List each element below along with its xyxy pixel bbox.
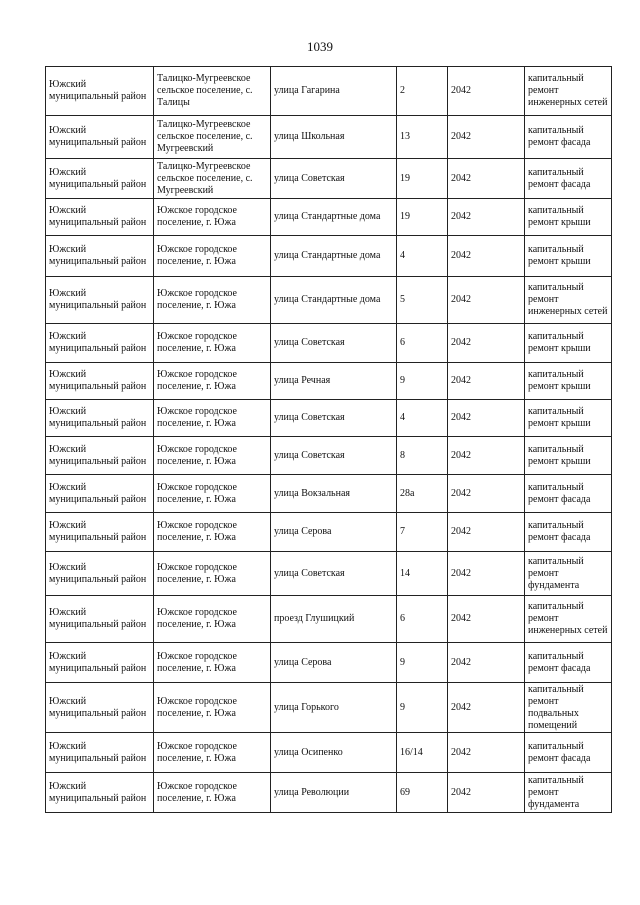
cell-work: капитальный ремонт фасада xyxy=(525,733,612,773)
cell-year: 2042 xyxy=(448,363,525,400)
cell-house: 69 xyxy=(397,773,448,813)
table-row xyxy=(46,159,612,199)
cell-year: 2042 xyxy=(448,643,525,683)
cell-settlement: Южское городское поселение, г. Южа xyxy=(154,199,271,236)
cell-year: 2042 xyxy=(448,277,525,324)
cell-district: Южский муниципальный район xyxy=(46,159,154,199)
cell-settlement: Южское городское поселение, г. Южа xyxy=(154,596,271,643)
cell-settlement: Южское городское поселение, г. Южа xyxy=(154,236,271,277)
cell-year: 2042 xyxy=(448,552,525,596)
cell-settlement: Талицко-Мугреевское сельское поселение, с. Мугреевский xyxy=(154,159,271,199)
cell-house: 8 xyxy=(397,437,448,475)
cell-house: 13 xyxy=(397,116,448,159)
cell-street: улица Речная xyxy=(271,363,397,400)
cell-street: улица Гагарина xyxy=(271,67,397,116)
cell-house: 2 xyxy=(397,67,448,116)
cell-district: Южский муниципальный район xyxy=(46,513,154,552)
cell-house: 6 xyxy=(397,596,448,643)
cell-house: 9 xyxy=(397,363,448,400)
cell-year: 2042 xyxy=(448,400,525,437)
table-row xyxy=(46,437,612,475)
cell-work: капитальный ремонт фасада xyxy=(525,643,612,683)
table-row xyxy=(46,773,612,813)
cell-settlement: Южское городское поселение, г. Южа xyxy=(154,277,271,324)
registry-table xyxy=(45,66,612,813)
cell-work: капитальный ремонт крыши xyxy=(525,236,612,277)
cell-district: Южский муниципальный район xyxy=(46,363,154,400)
cell-district: Южский муниципальный район xyxy=(46,67,154,116)
cell-work: капитальный ремонт крыши xyxy=(525,400,612,437)
cell-settlement: Южское городское поселение, г. Южа xyxy=(154,552,271,596)
table-row xyxy=(46,733,612,773)
cell-year: 2042 xyxy=(448,324,525,363)
cell-house: 16/14 xyxy=(397,733,448,773)
cell-district: Южский муниципальный район xyxy=(46,277,154,324)
cell-house: 9 xyxy=(397,683,448,733)
table-row xyxy=(46,552,612,596)
cell-house: 9 xyxy=(397,643,448,683)
cell-district: Южский муниципальный район xyxy=(46,596,154,643)
cell-work: капитальный ремонт фасада xyxy=(525,475,612,513)
cell-year: 2042 xyxy=(448,733,525,773)
cell-street: улица Серова xyxy=(271,513,397,552)
cell-work: капитальный ремонт фасада xyxy=(525,513,612,552)
cell-settlement: Южское городское поселение, г. Южа xyxy=(154,513,271,552)
cell-street: проезд Глушицкий xyxy=(271,596,397,643)
cell-house: 28а xyxy=(397,475,448,513)
cell-district: Южский муниципальный район xyxy=(46,683,154,733)
table-row xyxy=(46,400,612,437)
cell-work: капитальный ремонт фасада xyxy=(525,159,612,199)
cell-year: 2042 xyxy=(448,199,525,236)
cell-district: Южский муниципальный район xyxy=(46,733,154,773)
registry-body xyxy=(46,67,612,813)
cell-settlement: Южское городское поселение, г. Южа xyxy=(154,733,271,773)
cell-district: Южский муниципальный район xyxy=(46,324,154,363)
table-row xyxy=(46,236,612,277)
cell-year: 2042 xyxy=(448,475,525,513)
cell-work: капитальный ремонт крыши xyxy=(525,324,612,363)
table-row xyxy=(46,324,612,363)
cell-district: Южский муниципальный район xyxy=(46,475,154,513)
cell-house: 19 xyxy=(397,159,448,199)
cell-work: капитальный ремонт крыши xyxy=(525,437,612,475)
cell-district: Южский муниципальный район xyxy=(46,437,154,475)
cell-house: 19 xyxy=(397,199,448,236)
cell-house: 4 xyxy=(397,236,448,277)
cell-district: Южский муниципальный район xyxy=(46,643,154,683)
table-row xyxy=(46,199,612,236)
cell-settlement: Южское городское поселение, г. Южа xyxy=(154,773,271,813)
cell-district: Южский муниципальный район xyxy=(46,116,154,159)
cell-street: улица Советская xyxy=(271,324,397,363)
cell-street: улица Революции xyxy=(271,773,397,813)
table-row xyxy=(46,67,612,116)
cell-year: 2042 xyxy=(448,236,525,277)
cell-settlement: Талицко-Мугреевское сельское поселение, с. Мугреевский xyxy=(154,116,271,159)
cell-settlement: Талицко-Мугреевское сельское поселение, с. Талицы xyxy=(154,67,271,116)
cell-district: Южский муниципальный район xyxy=(46,552,154,596)
page-number: 1039 xyxy=(307,39,333,54)
cell-work: капитальный ремонт фундамента xyxy=(525,773,612,813)
cell-year: 2042 xyxy=(448,596,525,643)
table-row xyxy=(46,596,612,643)
cell-street: улица Горького xyxy=(271,683,397,733)
cell-street: улица Советская xyxy=(271,552,397,596)
cell-settlement: Южское городское поселение, г. Южа xyxy=(154,324,271,363)
cell-year: 2042 xyxy=(448,159,525,199)
cell-work: капитальный ремонт инженерных сетей xyxy=(525,277,612,324)
cell-year: 2042 xyxy=(448,116,525,159)
cell-settlement: Южское городское поселение, г. Южа xyxy=(154,400,271,437)
table-row xyxy=(46,363,612,400)
cell-street: улица Серова xyxy=(271,643,397,683)
cell-street: улица Советская xyxy=(271,437,397,475)
cell-year: 2042 xyxy=(448,437,525,475)
table-row xyxy=(46,683,612,733)
table-row xyxy=(46,277,612,324)
cell-year: 2042 xyxy=(448,773,525,813)
cell-district: Южский муниципальный район xyxy=(46,400,154,437)
cell-settlement: Южское городское поселение, г. Южа xyxy=(154,475,271,513)
table-row xyxy=(46,513,612,552)
cell-street: улица Стандартные дома xyxy=(271,277,397,324)
cell-work: капитальный ремонт крыши xyxy=(525,363,612,400)
cell-district: Южский муниципальный район xyxy=(46,199,154,236)
cell-work: капитальный ремонт инженерных сетей xyxy=(525,67,612,116)
cell-street: улица Осипенко xyxy=(271,733,397,773)
cell-year: 2042 xyxy=(448,513,525,552)
cell-house: 5 xyxy=(397,277,448,324)
cell-settlement: Южское городское поселение, г. Южа xyxy=(154,683,271,733)
cell-work: капитальный ремонт фундамента xyxy=(525,552,612,596)
cell-district: Южский муниципальный район xyxy=(46,236,154,277)
cell-settlement: Южское городское поселение, г. Южа xyxy=(154,437,271,475)
cell-settlement: Южское городское поселение, г. Южа xyxy=(154,363,271,400)
table-row xyxy=(46,475,612,513)
cell-street: улица Вокзальная xyxy=(271,475,397,513)
cell-house: 7 xyxy=(397,513,448,552)
cell-street: улица Советская xyxy=(271,400,397,437)
cell-year: 2042 xyxy=(448,67,525,116)
table-row xyxy=(46,116,612,159)
cell-work: капитальный ремонт подвальных помещений xyxy=(525,683,612,733)
cell-house: 4 xyxy=(397,400,448,437)
cell-house: 6 xyxy=(397,324,448,363)
cell-street: улица Школьная xyxy=(271,116,397,159)
cell-work: капитальный ремонт фасада xyxy=(525,116,612,159)
table-row xyxy=(46,643,612,683)
cell-house: 14 xyxy=(397,552,448,596)
cell-street: улица Стандартные дома xyxy=(271,199,397,236)
cell-street: улица Советская xyxy=(271,159,397,199)
cell-settlement: Южское городское поселение, г. Южа xyxy=(154,643,271,683)
cell-street: улица Стандартные дома xyxy=(271,236,397,277)
cell-work: капитальный ремонт инженерных сетей xyxy=(525,596,612,643)
cell-year: 2042 xyxy=(448,683,525,733)
cell-district: Южский муниципальный район xyxy=(46,773,154,813)
cell-work: капитальный ремонт крыши xyxy=(525,199,612,236)
